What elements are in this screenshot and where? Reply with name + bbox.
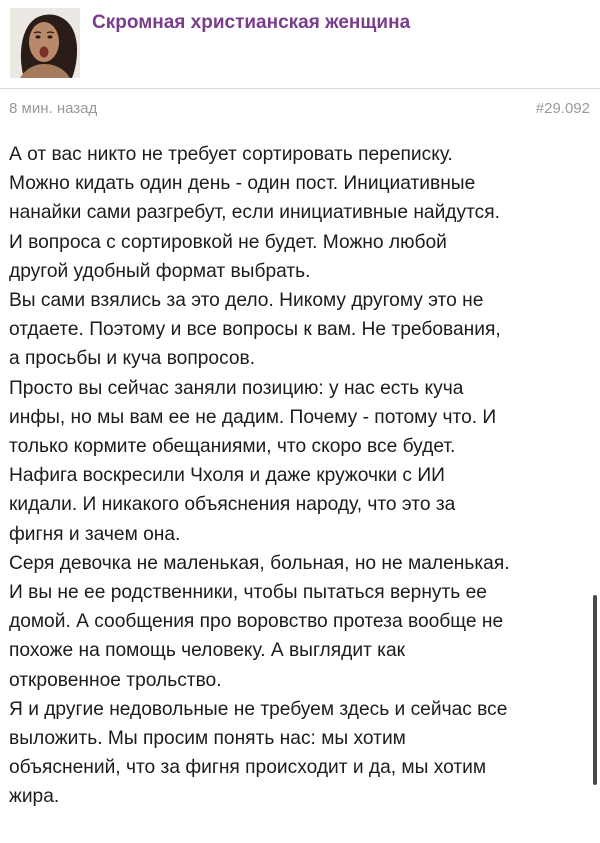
post-timestamp: 8 мин. назад [9, 100, 98, 117]
post-text-line: инфы, но мы вам ее не дадим. Почему - потому что. И [9, 406, 497, 428]
post-text-line: а просьбы и куча вопросов. [9, 348, 256, 370]
post-meta [0, 100, 600, 124]
post-text-line: Я и другие недовольные не требуем здесь и сейчас все [9, 698, 508, 720]
avatar-photo [10, 8, 80, 78]
post-text-line: другой удобный формат выбрать. [9, 260, 311, 282]
post-text-line: Просто вы сейчас заняли позицию: у нас есть куча [9, 377, 464, 399]
post-text-line: И вопроса с сортировкой не будет. Можно любой [9, 231, 447, 253]
post-text-line: откровенное трольство. [9, 669, 222, 691]
post-text-line: фигня и зачем она. [9, 523, 181, 545]
header-divider [0, 88, 600, 89]
post-text-line: объяснений, что за фигня происходит и да, мы хотим [9, 757, 487, 779]
post-text-line: А от вас никто не требует сортировать переписку. [9, 144, 453, 165]
post-text-line: только кормите обещаниями, что скоро все будет. [9, 436, 456, 458]
post-header [0, 0, 600, 88]
post-text-line: Можно кидать один день - один пост. Инициативные [9, 173, 476, 195]
avatar[interactable] [10, 8, 80, 78]
post-text-line: Серя девочка не маленькая, больная, но не маленькая. [9, 552, 510, 574]
post-text-line: отдаете. Поэтому и все вопросы к вам. Не требования, [9, 319, 501, 341]
post-text-line: Нафига воскресили Чхоля и даже кружочки с ИИ [9, 465, 445, 487]
post-text-line: похоже на помощь человеку. А выглядит как [9, 640, 406, 662]
scrollbar-thumb[interactable] [593, 595, 597, 785]
post-text [9, 140, 594, 812]
post-text-line: И вы не ее родственники, чтобы пытаться вернуть ее [9, 582, 487, 604]
post-text-line: жира. [9, 786, 60, 808]
post-text-line: нанайки сами разгребут, если инициативные найдутся. [9, 202, 500, 224]
post-text-line: Вы сами взялись за это дело. Никому другому это не [9, 290, 484, 312]
post-number[interactable]: #29.092 [535, 100, 590, 117]
post-text-line: домой. А сообщения про воровство протеза вообще не [9, 611, 504, 633]
post-text-line: кидали. И никакого объяснения народу, что это за [9, 494, 456, 516]
author-name[interactable]: Скромная христианская женщина [92, 12, 411, 33]
post-text-line: выложить. Мы просим понять нас: мы хотим [9, 728, 406, 750]
